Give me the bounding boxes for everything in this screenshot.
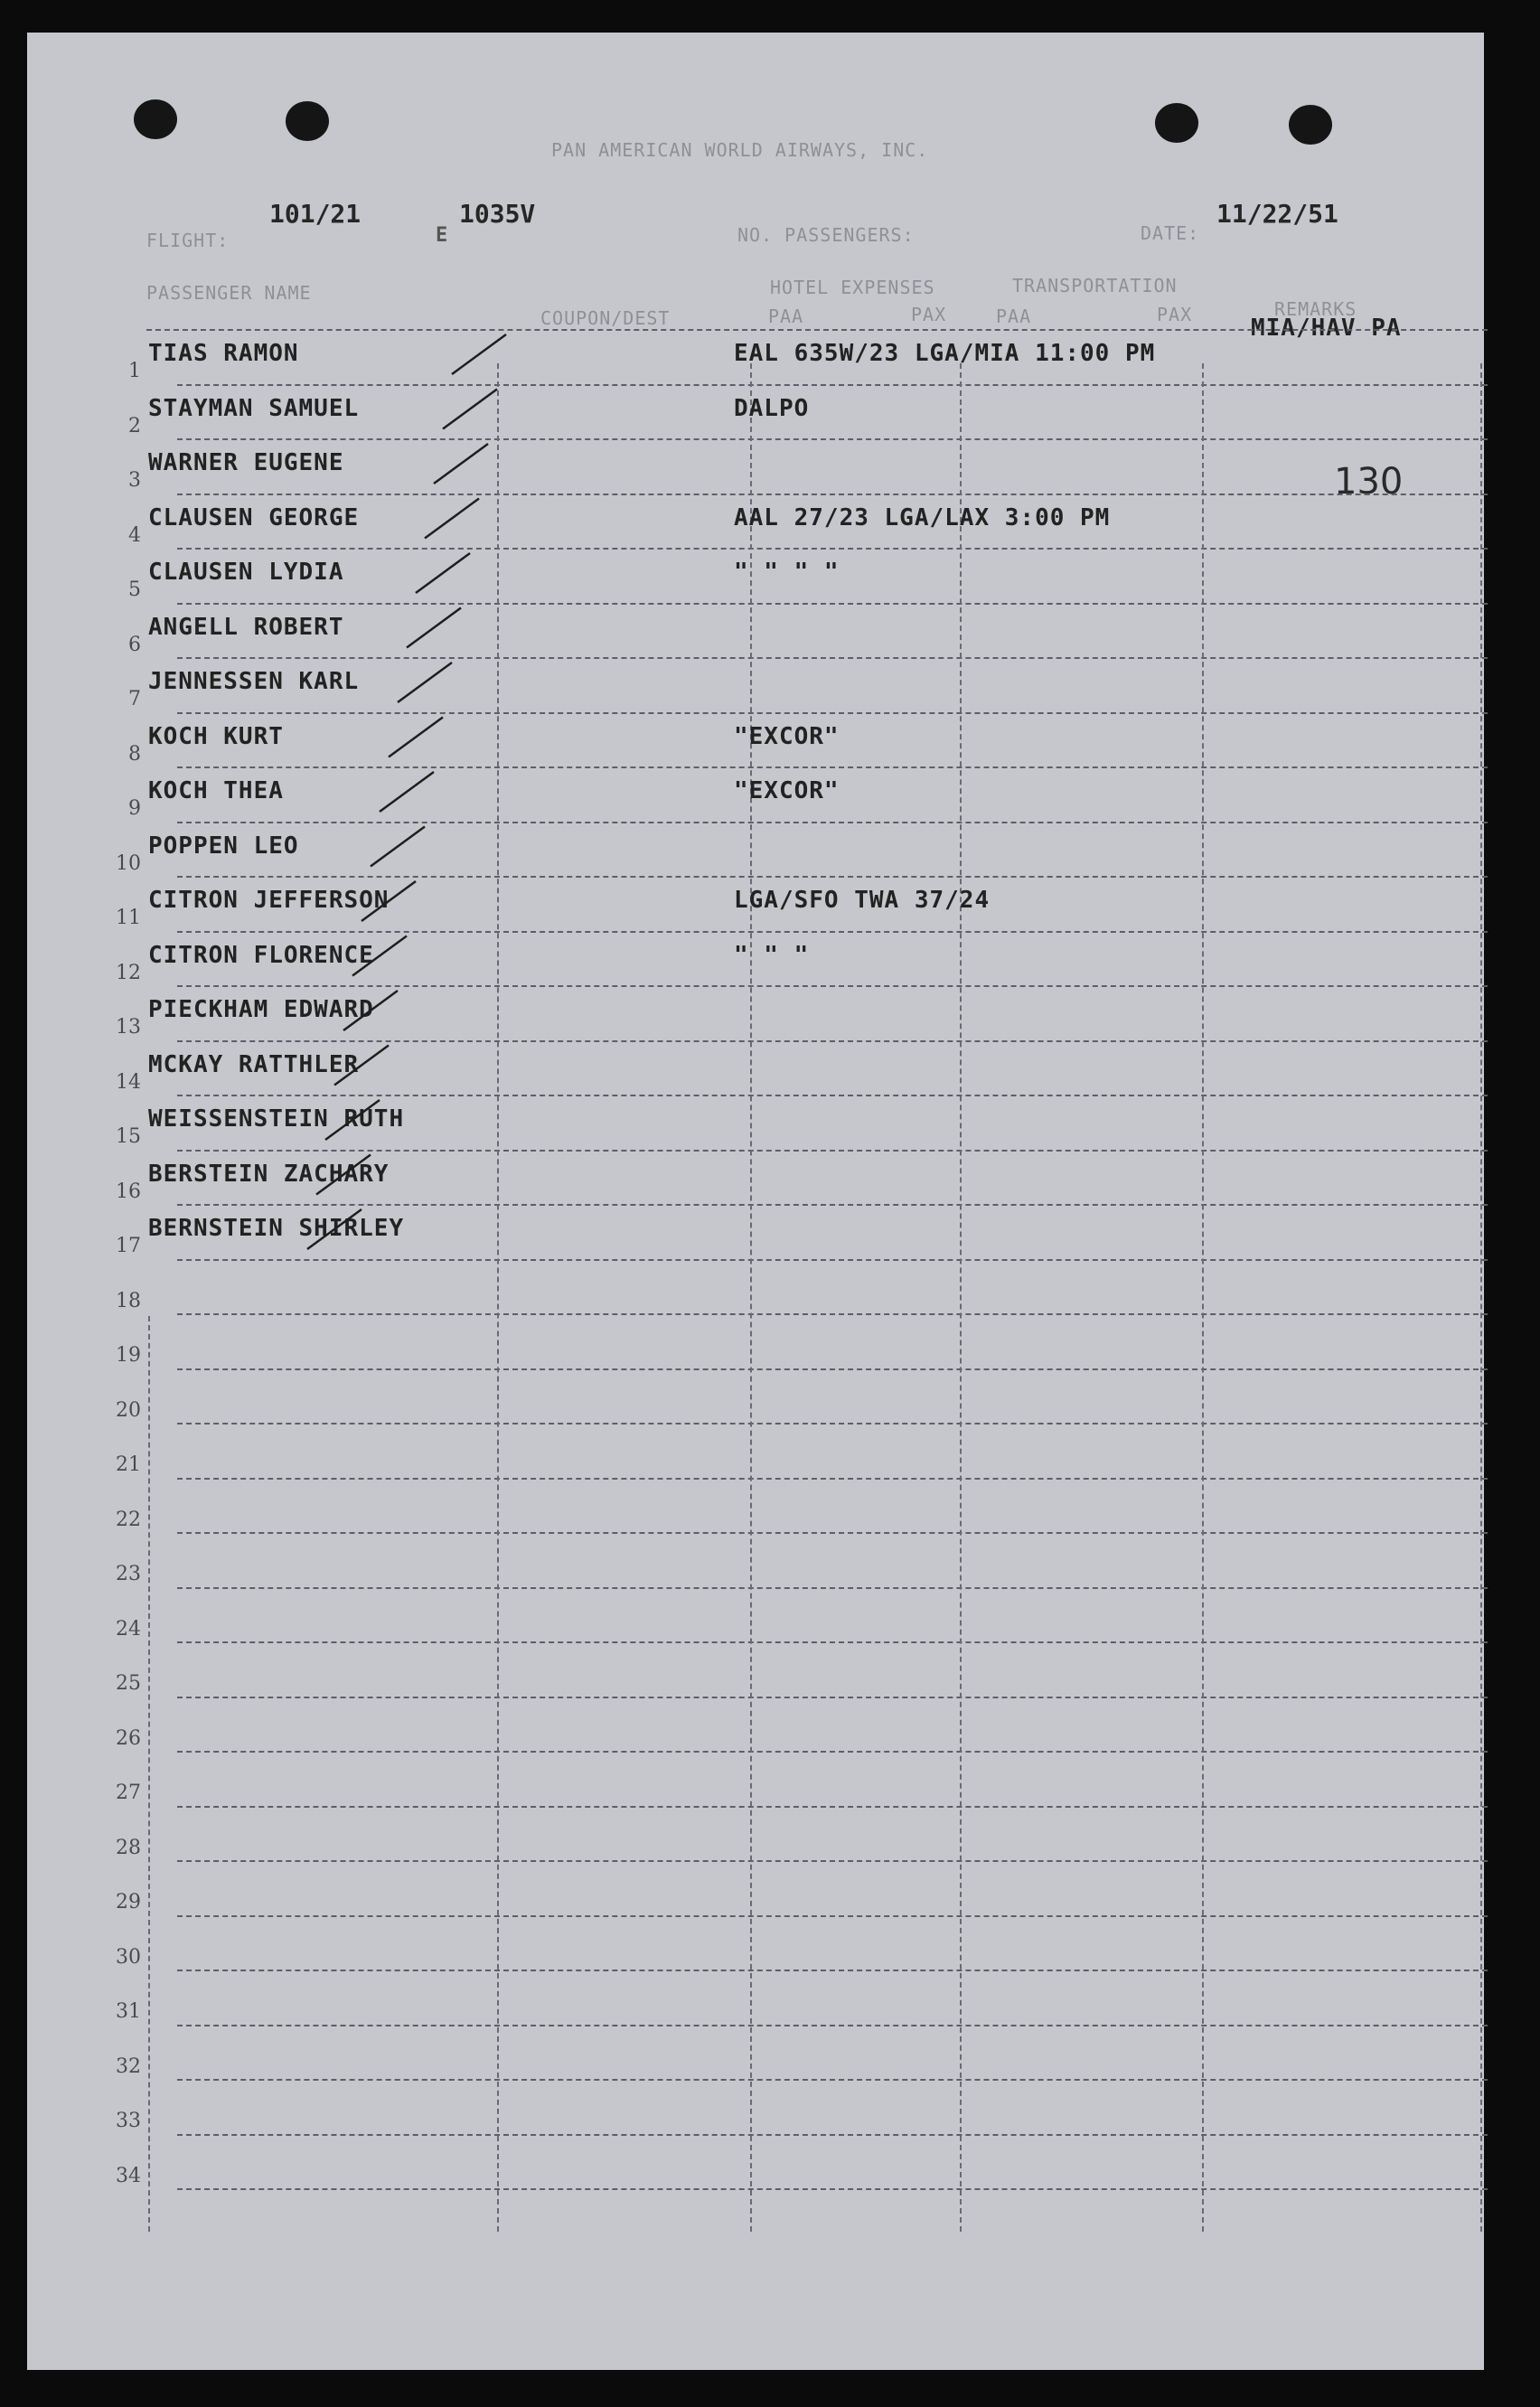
travel-note: AAL 27/23 LGA/LAX 3:00 PM bbox=[734, 503, 1111, 531]
row-number: 8 bbox=[128, 742, 141, 766]
row-number: 24 bbox=[116, 1617, 141, 1641]
passenger-name: KOCH KURT bbox=[148, 722, 284, 750]
row-number: 30 bbox=[116, 1945, 141, 1969]
passenger-name: WEISSENSTEIN RUTH bbox=[148, 1105, 405, 1133]
remarks-route: MIA/HAV PA bbox=[1251, 315, 1402, 342]
check-mark bbox=[398, 663, 452, 702]
row-number: 2 bbox=[128, 414, 141, 437]
check-mark bbox=[362, 881, 416, 921]
check-mark bbox=[425, 499, 479, 539]
passenger-name: KOCH THEA bbox=[148, 777, 284, 804]
row-number: 17 bbox=[116, 1235, 141, 1257]
passenger-name: PIECKHAM EDWARD bbox=[148, 996, 374, 1023]
row-number: 26 bbox=[116, 1726, 141, 1750]
date-label: DATE: bbox=[1141, 222, 1200, 244]
flight-mark: E bbox=[436, 224, 448, 247]
check-mark bbox=[434, 444, 488, 484]
passenger-name: TIAS RAMON bbox=[148, 340, 299, 367]
date-value: 11/22/51 bbox=[1216, 199, 1338, 229]
row-number: 33 bbox=[116, 2110, 141, 2132]
travel-note: " " " " bbox=[734, 559, 840, 586]
row-number: 28 bbox=[116, 1836, 141, 1859]
check-mark bbox=[316, 1155, 371, 1195]
check-mark bbox=[371, 827, 425, 867]
row-number: 11 bbox=[116, 907, 141, 929]
check-mark bbox=[325, 1100, 380, 1140]
row-number: 18 bbox=[116, 1289, 141, 1312]
col-paa-2: PAA bbox=[996, 306, 1032, 327]
travel-note: DALPO bbox=[734, 394, 810, 422]
check-mark bbox=[416, 553, 470, 593]
passenger-name: JENNESSEN KARL bbox=[148, 668, 360, 695]
row-number: 32 bbox=[116, 2054, 141, 2078]
check-mark bbox=[452, 334, 506, 374]
passenger-name: CLAUSEN LYDIA bbox=[148, 559, 344, 586]
flight-number: 101/21 bbox=[269, 199, 362, 229]
passengers-label: NO. PASSENGERS: bbox=[737, 224, 915, 246]
row-number: 3 bbox=[128, 469, 141, 492]
row-number: 31 bbox=[116, 2000, 141, 2023]
check-marks bbox=[27, 33, 1484, 2370]
col-paa-1: PAA bbox=[768, 306, 804, 327]
row-number: 15 bbox=[116, 1125, 141, 1148]
row-number: 16 bbox=[116, 1180, 141, 1203]
passenger-name: WARNER EUGENE bbox=[148, 449, 344, 476]
passenger-name: MCKAY RATTHLER bbox=[148, 1050, 360, 1078]
row-number: 14 bbox=[116, 1070, 141, 1094]
row-number: 27 bbox=[116, 1782, 141, 1804]
row-number: 25 bbox=[116, 1672, 141, 1695]
row-number: 22 bbox=[116, 1508, 141, 1531]
passenger-name: STAYMAN SAMUEL bbox=[148, 394, 360, 422]
passenger-name: ANGELL ROBERT bbox=[148, 613, 344, 641]
col-hotel: HOTEL EXPENSES bbox=[770, 277, 935, 298]
travel-note: "EXCOR" bbox=[734, 722, 840, 750]
passenger-name: CITRON JEFFERSON bbox=[148, 887, 390, 914]
row-number: 1 bbox=[128, 360, 141, 382]
check-mark bbox=[352, 936, 407, 976]
passenger-name: BERNSTEIN SHIRLEY bbox=[148, 1215, 405, 1242]
check-mark bbox=[307, 1209, 362, 1249]
passenger-name: POPPEN LEO bbox=[148, 832, 299, 860]
row-number: 9 bbox=[128, 797, 141, 820]
travel-note: EAL 635W/23 LGA/MIA 11:00 PM bbox=[734, 340, 1156, 367]
row-number: 5 bbox=[128, 578, 141, 601]
company-name: PAN AMERICAN WORLD AIRWAYS, INC. bbox=[551, 139, 929, 161]
manifest-sheet bbox=[27, 33, 1484, 2370]
travel-note: " " " bbox=[734, 941, 810, 969]
travel-note: "EXCOR" bbox=[734, 777, 840, 804]
row-number: 23 bbox=[116, 1563, 141, 1585]
check-mark bbox=[407, 608, 461, 648]
row-number: 13 bbox=[116, 1016, 141, 1039]
stamp-number: 130 bbox=[1334, 461, 1404, 503]
row-number: 34 bbox=[116, 2164, 141, 2187]
col-passenger-name: PASSENGER NAME bbox=[146, 282, 312, 304]
col-remarks: REMARKS bbox=[1274, 298, 1357, 320]
flight-code: 1035V bbox=[459, 199, 536, 229]
check-mark bbox=[380, 772, 434, 812]
passenger-name: BERSTEIN ZACHARY bbox=[148, 1160, 390, 1188]
row-number: 29 bbox=[116, 1891, 141, 1913]
col-transportation: TRANSPORTATION bbox=[1012, 275, 1178, 296]
passenger-name: CITRON FLORENCE bbox=[148, 941, 374, 969]
col-pax-1: PAX bbox=[911, 304, 947, 325]
row-number: 20 bbox=[116, 1398, 141, 1422]
row-number: 7 bbox=[128, 688, 141, 710]
check-mark bbox=[389, 718, 443, 757]
check-mark bbox=[443, 390, 497, 429]
check-mark bbox=[343, 991, 398, 1030]
col-coupon: COUPON/DEST bbox=[540, 307, 671, 329]
col-pax-2: PAX bbox=[1157, 304, 1193, 325]
travel-note: LGA/SFO TWA 37/24 bbox=[734, 887, 991, 914]
passenger-name: CLAUSEN GEORGE bbox=[148, 503, 360, 531]
row-number: 4 bbox=[128, 523, 141, 547]
row-number: 12 bbox=[116, 961, 141, 984]
row-number: 10 bbox=[116, 851, 141, 875]
row-number: 21 bbox=[116, 1453, 141, 1476]
check-mark bbox=[334, 1046, 389, 1086]
flight-label: FLIGHT: bbox=[146, 230, 230, 251]
row-number: 19 bbox=[116, 1344, 141, 1367]
row-number: 6 bbox=[128, 633, 141, 656]
